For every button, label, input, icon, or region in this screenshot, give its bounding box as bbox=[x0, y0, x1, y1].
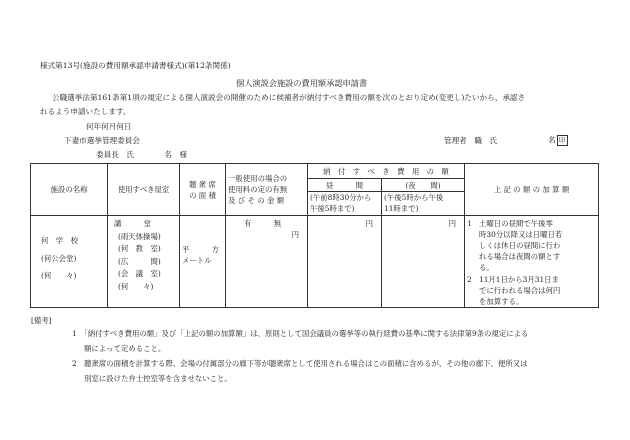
day-hours-line1: (午前8時30分から bbox=[310, 193, 372, 202]
signature-area bbox=[548, 135, 568, 146]
chairman-line: 委員長 氏 名 様 bbox=[96, 150, 188, 159]
name-label: 名 bbox=[548, 135, 556, 145]
seal-stamp-icon: 印 bbox=[557, 135, 568, 146]
add-rule-2-line2: でに行われる場合は何円 bbox=[479, 286, 561, 295]
room-3: (広 間) bbox=[118, 256, 161, 266]
night-hours-line1: (午後5時から午後 bbox=[384, 193, 444, 202]
note-1-line1: 1 「納付すべき費用の額」及び「上記の額の加算額」は、原則として国会議員の選挙等の執行経費の基準に関する法律第9条の規定による bbox=[72, 329, 529, 338]
room-cell bbox=[108, 216, 180, 308]
facility-cell bbox=[31, 216, 108, 308]
facility-name-1: 何 学 校 bbox=[41, 236, 78, 245]
add-rule-1-number: 1 bbox=[467, 219, 472, 228]
room-main: 講 堂 bbox=[114, 219, 151, 228]
area-unit-2: メートル bbox=[182, 256, 212, 265]
fee-table bbox=[30, 163, 599, 308]
note-2-line1: 2 聴衆席の面積を計算する際、会場の付属部分の廊下等が聴衆席として使用される場合はこの面積に含めるが、その他の廊下、便所又は bbox=[72, 359, 528, 368]
header-day-hours bbox=[308, 192, 382, 216]
night-fee-unit: 円 bbox=[448, 219, 456, 228]
day-fee-unit: 円 bbox=[365, 219, 373, 228]
header-night-hours bbox=[382, 192, 465, 216]
header-seat-area-line2: の 面 積 bbox=[189, 190, 216, 200]
header-general-use bbox=[226, 164, 308, 216]
general-unit: 円 bbox=[291, 230, 299, 239]
intro-text-line2: れるよう申請いたします。 bbox=[40, 107, 131, 116]
night-hours-line2: 11時まで) bbox=[384, 204, 419, 213]
page-title: 個人演説会施設の費用額承認申請書 bbox=[236, 78, 368, 88]
header-approved-amount: 上 記 の 額 の 加 算 額 bbox=[465, 164, 599, 216]
general-use-cell bbox=[226, 216, 308, 308]
application-date: 何年何月何日 bbox=[86, 122, 132, 131]
facility-name-3: (何 々) bbox=[41, 271, 77, 280]
manager-label: 管理者 職 氏 bbox=[444, 136, 498, 145]
header-general-line2: 使用料の定の有無 bbox=[228, 185, 288, 194]
addressee: 下妻市選挙管理委員会 bbox=[64, 136, 140, 145]
note-2-line2: 別室に設けた弁士控室等を含ませないこと。 bbox=[84, 374, 232, 383]
notes-heading: [備考] bbox=[31, 316, 52, 325]
add-rule-1-line4: れる場合は夜間の額とす bbox=[479, 252, 561, 261]
header-general-line1: 一般使用の場合の bbox=[228, 174, 288, 183]
add-rule-2-line3: を加算する。 bbox=[479, 297, 524, 306]
add-rule-1-line2: 時30分以降又は日曜日若 bbox=[479, 230, 563, 239]
header-fee: 納 付 す べ き 費 用 の 額 bbox=[308, 164, 465, 179]
day-fee-cell bbox=[308, 216, 382, 308]
add-rule-2-line1: 11月1日から3月31日ま bbox=[479, 275, 559, 284]
approved-amount-cell bbox=[465, 216, 599, 308]
day-hours-line2: 午後5時まで) bbox=[310, 204, 355, 213]
night-fee-cell bbox=[382, 216, 465, 308]
header-seat-area-line1: 聴 衆 席 bbox=[189, 179, 216, 189]
header-general-line3: 及 び そ の 金 額 bbox=[228, 196, 285, 205]
add-rule-1-line1: 土曜日の昼間で午後零 bbox=[479, 219, 553, 228]
add-rule-1-line3: しくは休日の昼間に行わ bbox=[479, 241, 561, 250]
intro-text-line1: 公職選挙法第161条第1項の規定による個人演説会の開催のために候補者が納付すべき費用の額を次のとおり定め(変更し)たいから、承認さ bbox=[52, 93, 526, 102]
add-rule-1-line5: る。 bbox=[479, 263, 494, 272]
general-value: 有 無 bbox=[244, 219, 281, 228]
room-5: (何 々) bbox=[118, 281, 154, 291]
seat-area-cell bbox=[180, 216, 226, 308]
note-1-line2: 額によって定めること。 bbox=[84, 344, 166, 353]
header-night: (夜 間) bbox=[382, 179, 465, 192]
room-2: (何 教 室) bbox=[118, 244, 161, 253]
header-room: 使用すべき屋室 bbox=[108, 164, 180, 216]
header-seat-area bbox=[180, 164, 226, 216]
facility-name-2: (何公会堂) bbox=[41, 253, 77, 263]
room-4: (会 議 室) bbox=[118, 269, 161, 278]
area-unit-1: 平 方 bbox=[182, 245, 219, 254]
header-facility: 施設の名称 bbox=[31, 164, 108, 216]
room-1: (雨天体操場) bbox=[118, 231, 161, 241]
add-rule-2-number: 2 bbox=[467, 275, 472, 284]
header-day: 昼 間 bbox=[308, 179, 382, 192]
form-number: 様式第13号(施設の費用額承認申請書様式)(第12条関係) bbox=[40, 61, 231, 70]
table-row bbox=[31, 216, 599, 308]
